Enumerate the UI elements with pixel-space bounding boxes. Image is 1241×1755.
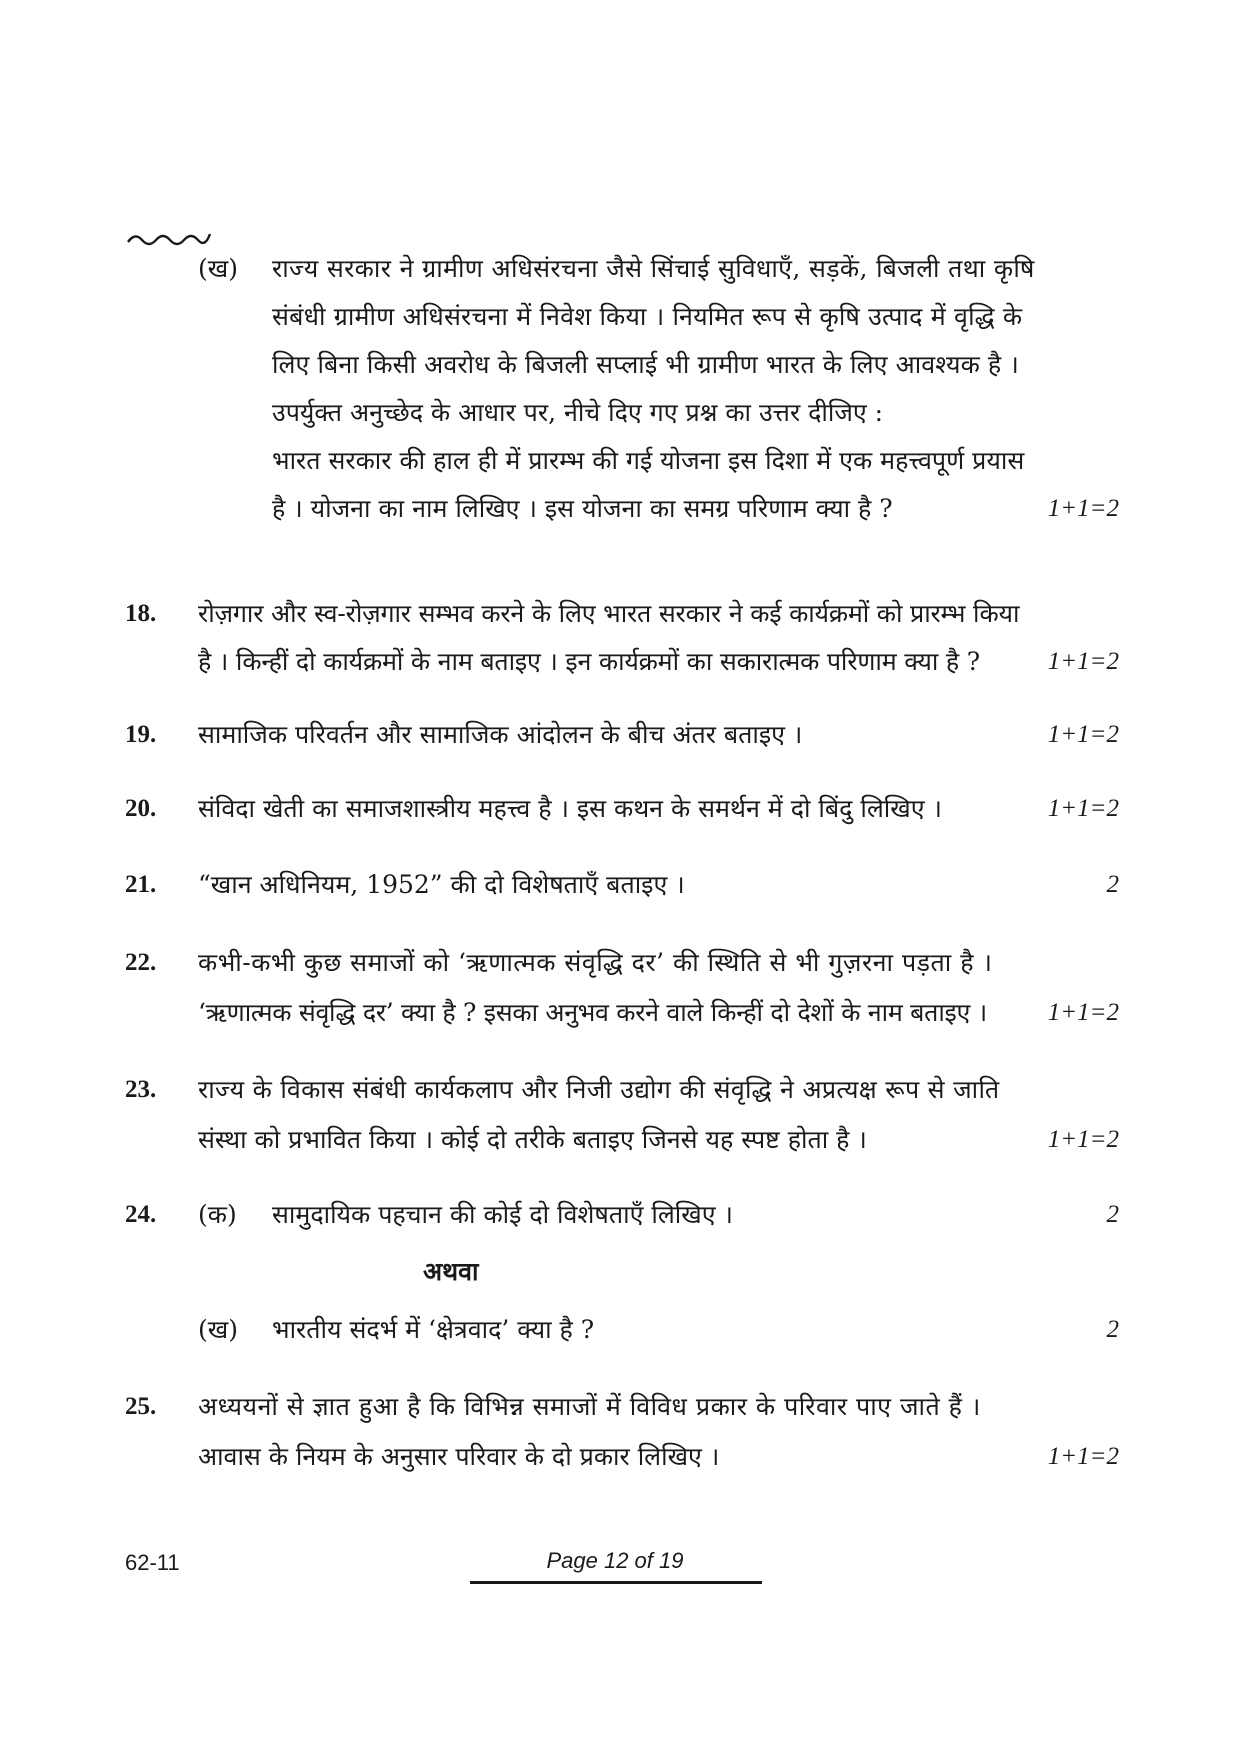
q17b-marks: 1+1=2 [1047,495,1119,522]
question-number: 25. [125,1393,157,1420]
q17b-line-5: भारत सरकार की हाल ही में प्रारम्भ की गई योजना इस दिशा में एक महत्त्वपूर्ण प्रयास [272,446,1025,475]
question-number: 22. [125,949,157,976]
question-line: “खान अधिनियम, 1952” की दो विशेषताएँ बताइए । [198,870,685,899]
question-number: 23. [125,1076,157,1103]
q24b-marks: 2 [1106,1316,1119,1343]
question-line: राज्य के विकास संबंधी कार्यकलाप और निजी उद्योग की संवृद्धि ने अप्रत्यक्ष रूप से जाति [198,1075,1000,1104]
question-marks: 1+1=2 [1047,721,1119,748]
question-marks: 1+1=2 [1047,648,1119,675]
question-line: आवास के नियम के अनुसार परिवार के दो प्रकार लिखिए । [198,1442,720,1471]
q17b-line-3: लिए बिना किसी अवरोध के बिजली सप्लाई भी ग्रामीण भारत के लिए आवश्यक है । [272,350,1019,379]
or-divider: अथवा [423,1257,479,1286]
question-marks: 1+1=2 [1047,795,1119,822]
q17b-label: (ख) [198,254,238,283]
q24a-label: (क) [198,1200,237,1229]
q17b-line-6: है । योजना का नाम लिखिए । इस योजना का समग्र परिणाम क्या है ? [272,494,893,523]
question-line: ‘ऋणात्मक संवृद्धि दर’ क्या है ? इसका अनुभव करने वाले किन्हीं दो देशों के नाम बताइए । [198,998,987,1027]
question-number: 20. [125,795,157,822]
q17b-line-1: राज्य सरकार ने ग्रामीण अधिसंरचना जैसे सिंचाई सुविधाएँ, सड़कें, बिजली तथा कृषि [272,254,1035,283]
q24a-marks: 2 [1106,1201,1119,1228]
question-line: संविदा खेती का समाजशास्त्रीय महत्त्व है । इस कथन के समर्थन में दो बिंदु लिखिए । [198,794,942,823]
question-line: है । किन्हीं दो कार्यक्रमों के नाम बताइए । इन कार्यक्रमों का सकारात्मक परिणाम क्या है ? [198,647,980,676]
question-line: संस्था को प्रभावित किया । कोई दो तरीके बताइए जिनसे यह स्पष्ट होता है । [198,1125,867,1154]
q17b-line-4: उपर्युक्त अनुच्छेद के आधार पर, नीचे दिए गए प्रश्न का उत्तर दीजिए : [272,398,884,427]
question-marks: 1+1=2 [1047,1443,1119,1470]
question-marks: 2 [1106,871,1119,898]
paper-code: 62-11 [125,1550,180,1575]
question-number: 18. [125,600,157,627]
question-marks: 1+1=2 [1047,999,1119,1026]
question-number: 24. [125,1201,157,1228]
footer-rule [470,1581,762,1584]
question-number: 19. [125,721,157,748]
q17b-line-2: संबंधी ग्रामीण अधिसंरचना में निवेश किया । नियमित रूप से कृषि उत्पाद में वृद्धि के [272,302,1023,331]
page-number: Page 12 of 19 [546,1548,684,1573]
question-marks: 1+1=2 [1047,1126,1119,1153]
question-line: कभी-कभी कुछ समाजों को ‘ऋणात्मक संवृद्धि दर’ की स्थिति से भी गुज़रना पड़ता है । [198,948,993,977]
question-line: रोज़गार और स्व-रोज़गार सम्भव करने के लिए भारत सरकार ने कई कार्यक्रमों को प्रारम्भ किया [198,599,1020,628]
q24b-label: (ख) [198,1315,238,1344]
squiggle-icon [126,228,212,250]
question-line: सामाजिक परिवर्तन और सामाजिक आंदोलन के बीच अंतर बताइए । [198,720,803,749]
q24b-text: भारतीय संदर्भ में ‘क्षेत्रवाद’ क्या है ? [272,1315,595,1344]
question-number: 21. [125,871,157,898]
q24a-text: सामुदायिक पहचान की कोई दो विशेषताएँ लिखिए । [272,1200,733,1229]
question-line: अध्ययनों से ज्ञात हुआ है कि विभिन्न समाजों में विविध प्रकार के परिवार पाए जाते हैं । [198,1392,981,1421]
